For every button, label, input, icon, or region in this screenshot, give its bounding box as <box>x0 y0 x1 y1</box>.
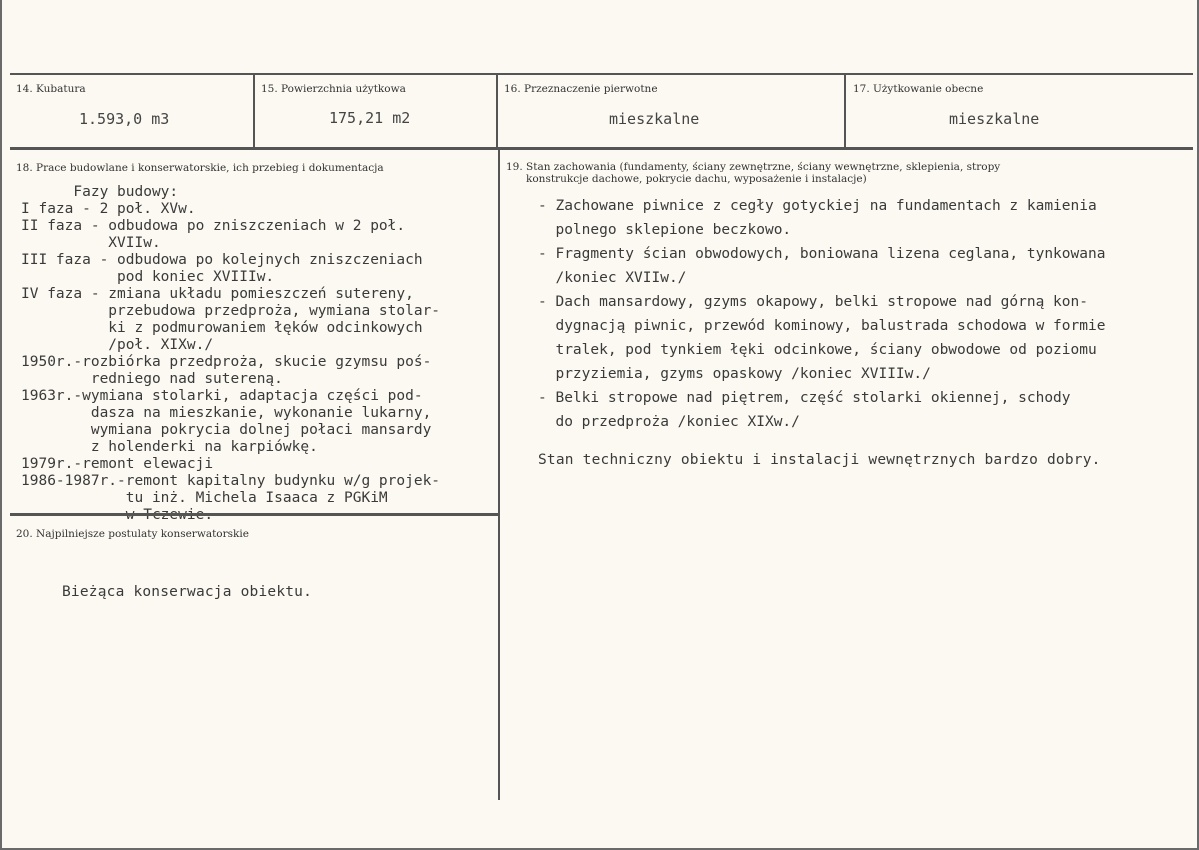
uzytkowanie-label: 17. Użytkowanie obecne <box>853 83 984 95</box>
kubatura-label: 14. Kubatura <box>16 83 86 95</box>
stan-line: - Fragmenty ścian obwodowych, boniowana lizena ceglana, tynkowana <box>538 246 1106 262</box>
postulaty-label: 20. Najpilniejsze postulaty konserwatorskie <box>16 528 249 540</box>
prace-line: /poł. XIXw./ <box>21 337 214 353</box>
prace-line: przebudowa przedproża, wymiana stolar- <box>21 303 441 319</box>
prace-line: I faza - 2 poł. XVw. <box>21 201 196 217</box>
divider-16 <box>496 75 498 148</box>
stan-label-line1: 19. Stan zachowania (fundamenty, ściany zewnętrzne, ściany wewnętrzne, sklepienia, stropy <box>506 161 1001 173</box>
header-bottom-rule <box>10 147 1193 150</box>
prace-line: pod koniec XVIIIw. <box>21 269 275 285</box>
top-rule <box>10 73 1193 75</box>
kubatura-value: 1.593,0 m3 <box>79 110 170 128</box>
prace-line: III faza - odbudowa po kolejnych zniszczeniach <box>21 252 423 268</box>
prace-line: wymiana pokrycia dolnej połaci mansardy <box>21 422 432 438</box>
stan-summary: Stan techniczny obiektu i instalacji wewnętrznych bardzo dobry. <box>538 452 1101 468</box>
stan-line: polnego sklepione beczkowo. <box>538 222 792 238</box>
prace-line: tu inż. Michela Isaaca z PGKiM <box>21 490 388 506</box>
stan-line: - Zachowane piwnice z cegły gotyckiej na fundamentach z kamienia <box>538 198 1097 214</box>
stan-text <box>538 194 1188 434</box>
uzytkowanie-value: mieszkalne <box>949 110 1040 128</box>
przeznaczenie-label: 16. Przeznaczenie pierwotne <box>504 83 658 95</box>
section-20-rule <box>10 513 498 516</box>
divider-17 <box>844 75 846 148</box>
stan-line: - Dach mansardowy, gzyms okapowy, belki stropowe nad górną kon- <box>538 294 1088 310</box>
stan-line: - Belki stropowe nad piętrem, część stolarki okiennej, schody <box>538 390 1071 406</box>
stan-line: tralek, pod tynkiem łęki odcinkowe, ściany obwodowe od poziomu <box>538 342 1097 358</box>
powierzchnia-label: 15. Powierzchnia użytkowa <box>261 83 406 95</box>
prace-line: z holenderki na karpiówkę. <box>21 439 318 455</box>
stan-line: do przedproża /koniec XIXw./ <box>538 414 800 430</box>
prace-label: 18. Prace budowlane i konserwatorskie, ich przebieg i dokumentacja <box>16 162 384 174</box>
prace-line: redniego nad sutereną. <box>21 371 283 387</box>
prace-line: 1950r.-rozbiórka przedproża, skucie gzymsu poś- <box>21 354 432 370</box>
prace-line: ki z podmurowaniem łęków odcinkowych <box>21 320 423 336</box>
stan-label-line2: konstrukcje dachowe, pokrycie dachu, wyposażenie i instalacje) <box>526 173 867 185</box>
przeznaczenie-value: mieszkalne <box>609 110 700 128</box>
body-divider <box>498 150 500 800</box>
prace-line: dasza na mieszkanie, wykonanie lukarny, <box>21 405 432 421</box>
divider-15 <box>253 75 255 148</box>
postulaty-text: Bieżąca konserwacja obiektu. <box>62 584 313 600</box>
prace-line: 1986-1987r.-remont kapitalny budynku w/g projek- <box>21 473 441 489</box>
stan-line: dygnacją piwnic, przewód kominowy, balustrada schodowa w formie <box>538 318 1106 334</box>
prace-line: XVIIw. <box>21 235 161 251</box>
stan-line: przyziemia, gzyms opaskowy /koniec XVIIIw./ <box>538 366 931 382</box>
prace-line: 1963r.-wymiana stolarki, adaptacja części pod- <box>21 388 423 404</box>
prace-line: II faza - odbudowa po zniszczeniach w 2 poł. <box>21 218 406 234</box>
prace-text <box>21 184 497 514</box>
powierzchnia-value: 175,21 m2 <box>329 109 411 127</box>
prace-line: IV faza - zmiana układu pomieszczeń sutereny, <box>21 286 414 302</box>
prace-line: Fazy budowy: <box>21 184 179 200</box>
prace-line: 1979r.-remont elewacji <box>21 456 214 472</box>
stan-line: /koniec XVIIw./ <box>538 270 687 286</box>
